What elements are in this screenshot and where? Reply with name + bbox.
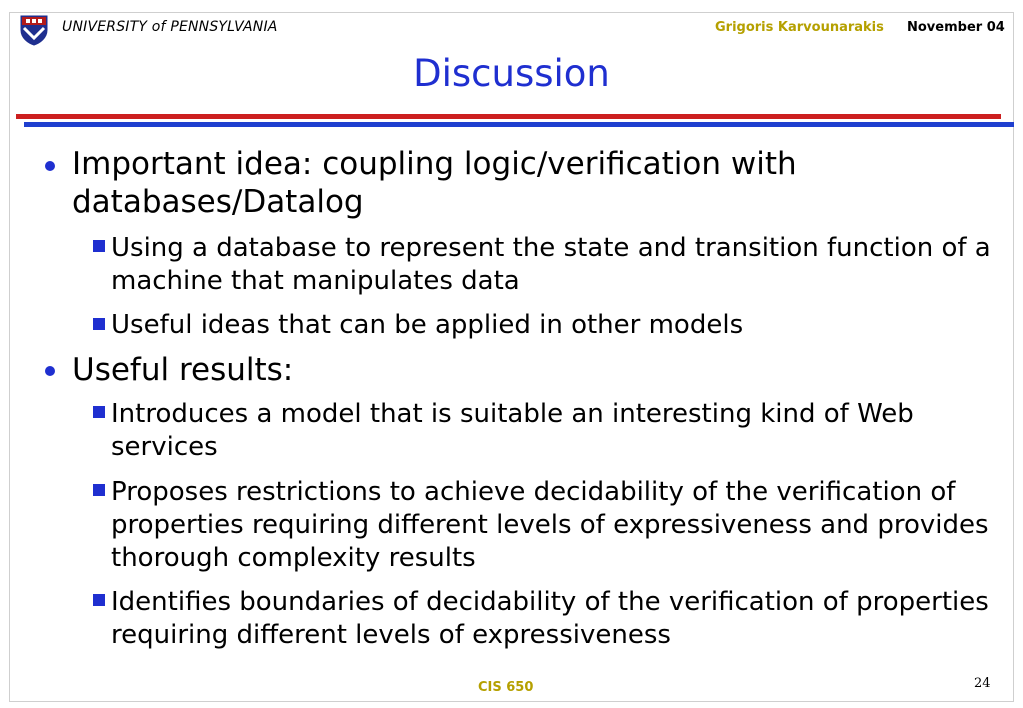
bullet-1-sub-1-text: Using a database to represent the state and transition function of a machine that manipulates data (111, 233, 991, 296)
slide-title: Discussion (413, 52, 610, 95)
sub-bullet-square-icon (93, 406, 105, 418)
bullet-dot-icon (45, 161, 55, 171)
bullet-1-sub-2-text: Useful ideas that can be applied in other models (111, 310, 744, 340)
sub-bullet-square-icon (93, 240, 105, 252)
presentation-date: November 04 (907, 20, 1005, 35)
university-name: UNIVERSITY of PENNSYLVANIA (62, 19, 278, 35)
author-name: Grigoris Karvounarakis (715, 20, 884, 35)
sub-bullet-square-icon (93, 594, 105, 606)
course-code: CIS 650 (478, 680, 534, 695)
bullet-2-sub-2-text: Proposes restrictions to achieve decidability of the verification of properties requiring different levels of expressiveness and provides thorough complexity results (111, 477, 989, 573)
bullet-1-text: Important idea: coupling logic/verification with databases/Datalog (72, 146, 797, 220)
bullet-2-sub-1-text: Introduces a model that is suitable an interesting kind of Web services (111, 399, 914, 462)
sub-bullet-square-icon (93, 484, 105, 496)
sub-bullet-square-icon (93, 318, 105, 330)
bullet-2-sub-3-text: Identifies boundaries of decidability of the verification of properties requiring different levels of expressiveness (111, 587, 989, 650)
bullet-2-text: Useful results: (72, 352, 294, 388)
page-number: 24 (974, 676, 991, 691)
bullet-dot-icon (45, 366, 55, 376)
